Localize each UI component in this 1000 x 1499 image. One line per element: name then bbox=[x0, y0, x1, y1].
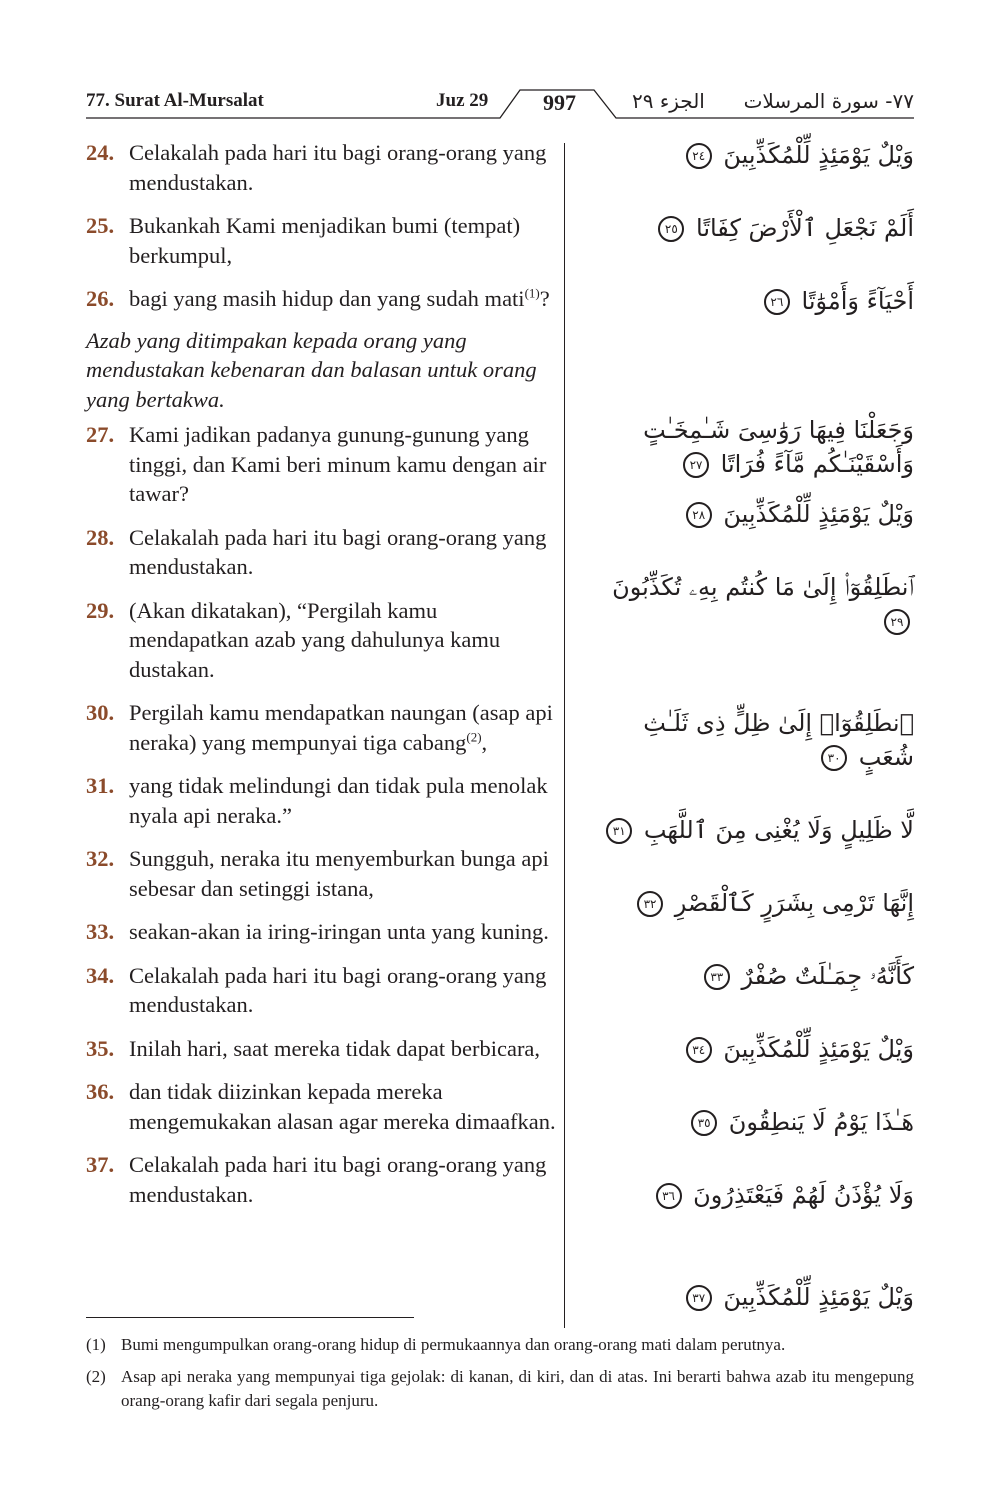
verse-text: Celakalah pada hari itu bagi orang-orang yang mendustakan. bbox=[129, 524, 547, 579]
verse-37-translation bbox=[86, 1150, 558, 1209]
translation-column bbox=[86, 138, 558, 1223]
verse-30-arabic bbox=[584, 706, 914, 774]
verse-end-marker-icon: ٣٢ bbox=[637, 891, 663, 917]
juz-label-latin: Juz 29 bbox=[436, 90, 489, 111]
verse-33-arabic bbox=[584, 959, 914, 993]
verse-24-translation bbox=[86, 138, 558, 197]
arabic-text: أَحْيَآءً وَأَمْوَٰتًا bbox=[801, 287, 914, 315]
verse-end-marker-icon: ٣٦ bbox=[656, 1183, 682, 1209]
verse-25-translation bbox=[86, 211, 558, 270]
verse-text-tail: , bbox=[481, 729, 488, 755]
verse-number: 29. bbox=[86, 597, 115, 623]
surah-title-arabic: ٧٧- سورة المرسلات bbox=[743, 89, 914, 113]
verse-number: 31. bbox=[86, 773, 115, 798]
verse-32-arabic bbox=[584, 886, 914, 920]
verse-36-translation bbox=[86, 1077, 558, 1136]
footnote-1 bbox=[86, 1333, 914, 1357]
verse-number: 36. bbox=[86, 1079, 115, 1104]
verse-26-translation bbox=[86, 284, 558, 314]
verse-30-translation bbox=[86, 698, 558, 757]
verse-24-arabic bbox=[584, 138, 914, 172]
arabic-text: وَيْلٌ يَوْمَئِذٍ لِّلْمُكَذِّبِينَ bbox=[723, 500, 914, 528]
verse-28-arabic bbox=[584, 497, 914, 531]
verse-number: 27. bbox=[86, 422, 115, 447]
verse-end-marker-icon: ٣٧ bbox=[686, 1285, 712, 1311]
arabic-text: وَجَعَلْنَا فِيهَا رَوَٰسِىَ شَـٰمِخَـٰتٍ وَأَسْقَيْنَـٰكُم مَّآءً فُرَاتًا bbox=[643, 416, 914, 478]
verse-27-translation bbox=[86, 420, 558, 509]
verse-text: Celakalah pada hari itu bagi orang-orang yang mendustakan. bbox=[129, 140, 547, 195]
arabic-text: وَلَا يُؤْذَنُ لَهُمْ فَيَعْتَذِرُونَ bbox=[693, 1181, 914, 1209]
verse-text: Kami jadikan padanya gunung-gunung yang tinggi, dan Kami beri minum kamu dengan air tawar? bbox=[129, 422, 547, 506]
verse-text: dan tidak diizinkan kepada mereka mengemukakan alasan agar mereka dimaafkan. bbox=[129, 1079, 556, 1134]
verse-text: Inilah hari, saat mereka tidak dapat berbicara, bbox=[129, 1035, 541, 1061]
verse-end-marker-icon: ٢٥ bbox=[658, 216, 684, 242]
verse-37-arabic bbox=[584, 1280, 914, 1314]
page-number: 997 bbox=[543, 90, 576, 115]
verse-text: Sungguh, neraka itu menyemburkan bunga api sebesar dan setinggi istana, bbox=[129, 846, 549, 901]
verse-end-marker-icon: ٣٥ bbox=[691, 1110, 717, 1136]
verse-35-arabic bbox=[584, 1105, 914, 1139]
verse-text: Pergilah kamu mendapatkan naungan (asap api neraka) yang mempunyai tiga cabang bbox=[129, 700, 553, 755]
verse-33-translation bbox=[86, 917, 558, 947]
verse-end-marker-icon: ٢٧ bbox=[683, 452, 709, 478]
verse-number: 28. bbox=[86, 524, 115, 550]
arabic-text: كَأَنَّهُۥ جِمَـٰلَتٌ صُفْرٌ bbox=[741, 962, 914, 990]
footnote-text: Asap api neraka yang mempunyai tiga gejolak: di kanan, di kiri, dan di atas. Ini berarti bahwa azab itu mengepung orang-orang kafir dari segala penjuru. bbox=[121, 1367, 914, 1410]
verse-29-arabic bbox=[584, 570, 914, 638]
verse-number: 32. bbox=[86, 846, 115, 871]
verse-27-arabic bbox=[584, 413, 914, 481]
footnotes bbox=[86, 1333, 914, 1421]
footnote-2 bbox=[86, 1365, 914, 1413]
verse-end-marker-icon: ٣٣ bbox=[704, 964, 730, 990]
verse-28-translation bbox=[86, 523, 558, 582]
verse-number: 24. bbox=[86, 140, 115, 165]
verse-text: Celakalah pada hari itu bagi orang-orang yang mendustakan. bbox=[129, 962, 547, 1017]
verse-number: 26. bbox=[86, 286, 115, 311]
page-header bbox=[86, 84, 914, 124]
verse-number: 30. bbox=[86, 700, 115, 725]
verse-36-arabic bbox=[584, 1178, 914, 1212]
verse-text-tail: ? bbox=[539, 286, 550, 311]
verse-text: yang tidak melindungi dan tidak pula menolak nyala api neraka.” bbox=[129, 773, 548, 828]
verse-text: Celakalah pada hari itu bagi orang-orang yang mendustakan. bbox=[129, 1152, 547, 1207]
arabic-text: ٱنطَلِقُوٓا۟ إِلَىٰ ظِلٍّ ذِى ثَلَـٰثِ شُعَبٍ bbox=[643, 709, 914, 771]
footnote-mark: (1) bbox=[86, 1335, 106, 1354]
verse-31-translation bbox=[86, 771, 558, 830]
footnote-mark: (2) bbox=[86, 1367, 106, 1386]
verse-number: 34. bbox=[86, 962, 115, 988]
footnote-text: Bumi mengumpulkan orang-orang hidup di permukaannya dan orang-orang mati dalam perutnya. bbox=[121, 1335, 786, 1354]
verse-number: 37. bbox=[86, 1152, 115, 1177]
arabic-text: وَيْلٌ يَوْمَئِذٍ لِّلْمُكَذِّبِينَ bbox=[723, 1035, 914, 1063]
arabic-text: ٱنطَلِقُوٓا۟ إِلَىٰ مَا كُنتُم بِهِۦ تُكَذِّبُونَ bbox=[612, 573, 914, 601]
arabic-text: هَـٰذَا يَوْمُ لَا يَنطِقُونَ bbox=[728, 1108, 914, 1136]
arabic-column bbox=[584, 138, 914, 1314]
arabic-text: إِنَّهَا تَرْمِى بِشَرَرٍ كَٱلْقَصْرِ bbox=[674, 889, 914, 917]
verse-25-arabic bbox=[584, 211, 914, 245]
verse-text: seakan-akan ia iring-iringan unta yang kuning. bbox=[129, 919, 549, 944]
footnote-ref-1: (1) bbox=[524, 285, 540, 301]
verse-34-arabic bbox=[584, 1032, 914, 1066]
verse-26-arabic bbox=[584, 284, 914, 318]
verse-end-marker-icon: ٢٤ bbox=[686, 143, 712, 169]
verse-end-marker-icon: ٢٦ bbox=[764, 289, 790, 315]
verse-end-marker-icon: ٣٠ bbox=[821, 745, 847, 771]
verse-text: bagi yang masih hidup dan yang sudah mati bbox=[129, 286, 525, 311]
verse-number: 35. bbox=[86, 1035, 115, 1061]
arabic-text: وَيْلٌ يَوْمَئِذٍ لِّلْمُكَذِّبِينَ bbox=[723, 141, 914, 169]
verse-number: 33. bbox=[86, 919, 115, 944]
verse-number: 25. bbox=[86, 213, 115, 238]
verse-end-marker-icon: ٣٤ bbox=[686, 1037, 712, 1063]
footnote-ref-2: (2) bbox=[466, 729, 482, 744]
arabic-text: لَّا ظَلِيلٍ وَلَا يُغْنِى مِنَ ٱللَّهَبِ bbox=[643, 816, 914, 844]
column-divider bbox=[564, 143, 565, 1328]
arabic-text: أَلَمْ نَجْعَلِ ٱلْأَرْضَ كِفَاتًا bbox=[696, 214, 914, 242]
verse-29-translation bbox=[86, 596, 558, 685]
juz-label-arabic: الجزء ٢٩ bbox=[632, 89, 705, 113]
verse-end-marker-icon: ٢٩ bbox=[884, 609, 910, 635]
surah-title-latin: 77. Surat Al-Mursalat bbox=[86, 90, 264, 111]
verse-34-translation bbox=[86, 961, 558, 1020]
verse-text: (Akan dikatakan), “Pergilah kamu mendapatkan azab yang dahulunya kamu dustakan. bbox=[129, 597, 501, 682]
arabic-text: وَيْلٌ يَوْمَئِذٍ لِّلْمُكَذِّبِينَ bbox=[723, 1283, 914, 1311]
verse-35-translation bbox=[86, 1034, 558, 1064]
verse-end-marker-icon: ٢٨ bbox=[686, 502, 712, 528]
verse-text: Bukankah Kami menjadikan bumi (tempat) berkumpul, bbox=[129, 213, 521, 268]
section-heading: Azab yang ditimpakan kepada orang yang mendustakan kebenaran dan balasan untuk orang yang bertakwa. bbox=[86, 327, 537, 412]
verse-32-translation bbox=[86, 844, 558, 903]
verse-31-arabic bbox=[584, 813, 914, 847]
footnote-divider bbox=[86, 1317, 414, 1318]
verse-end-marker-icon: ٣١ bbox=[606, 818, 632, 844]
